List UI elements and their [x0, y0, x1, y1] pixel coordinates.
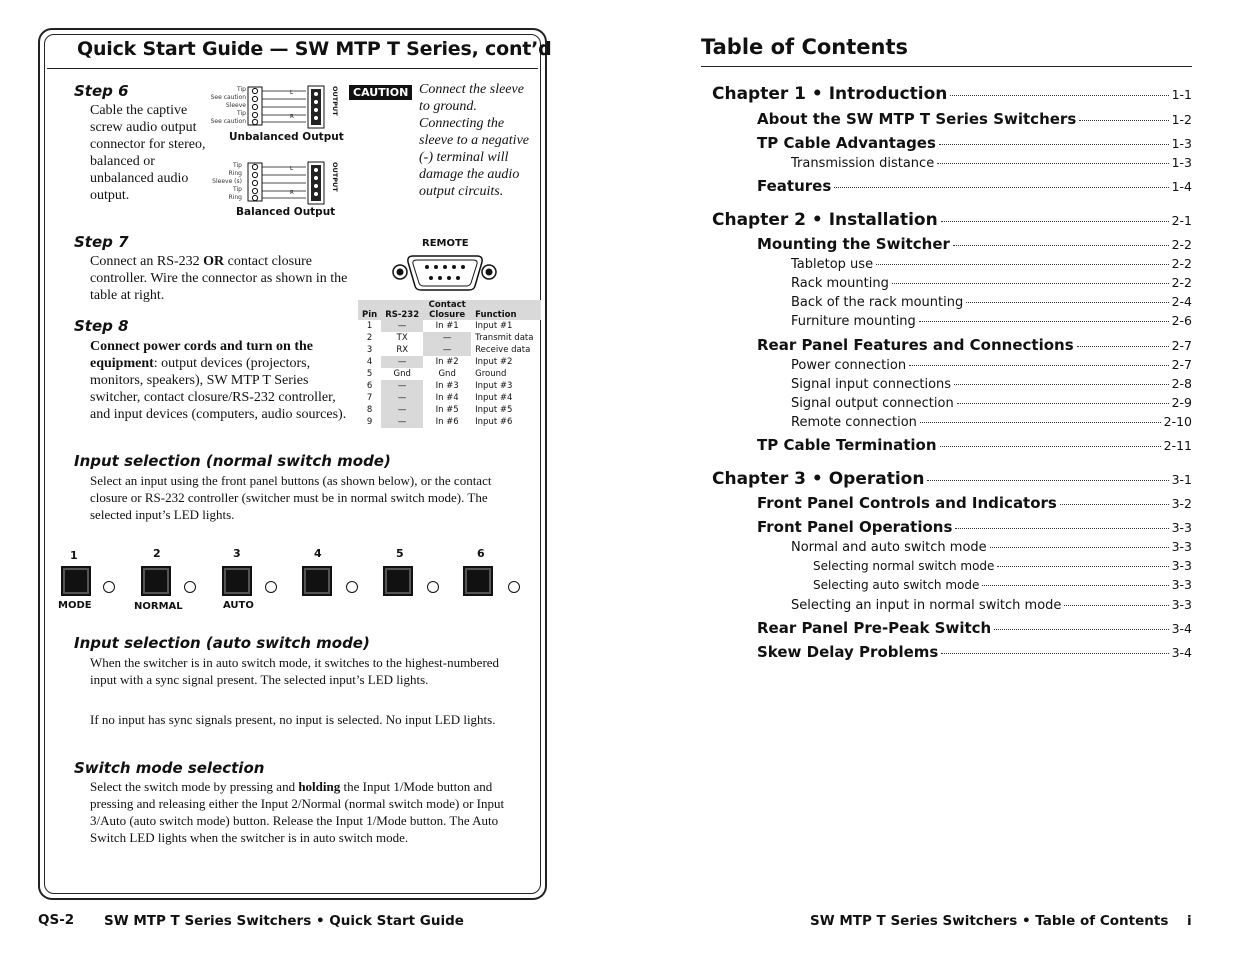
pin-table-row — [358, 320, 541, 332]
toc-dot-leader — [990, 547, 1169, 548]
toc-dot-leader — [955, 528, 1168, 529]
pin-cell: 8 — [366, 405, 373, 415]
connector-output-label: OUTPUT — [331, 86, 339, 116]
pin-cell: 9 — [366, 417, 373, 427]
unbalanced-caption: Unbalanced Output — [229, 131, 344, 143]
toc-subsection-entry[interactable] — [791, 313, 1192, 329]
toc-entry-title: Rear Panel Pre-Peak Switch — [757, 619, 992, 637]
front-panel-diagram — [56, 546, 526, 616]
toc-entry-title: Tabletop use — [791, 257, 874, 272]
channel-l-label: L — [290, 90, 294, 96]
step7-text-b: contact closure controller. Wire the connector as shown in the table at right. — [90, 254, 348, 303]
contact-cell: In #4 — [435, 393, 459, 403]
toc-dot-leader — [909, 365, 1169, 366]
toc-section-entry[interactable] — [757, 235, 1192, 253]
step7-text-bold: OR — [203, 254, 225, 269]
function-cell: Receive data — [475, 345, 531, 355]
unbalanced-label-3: Sleeve — [225, 102, 246, 109]
mode-label: MODE — [58, 600, 92, 611]
toc-entry-page: 3-3 — [1171, 520, 1192, 535]
function-cell: Input #3 — [475, 381, 513, 391]
toc-entry-page: 2-8 — [1171, 376, 1192, 391]
toc-entry-page: 3-3 — [1171, 597, 1192, 612]
rs232-cell: — — [381, 392, 423, 404]
pin-table-row — [358, 392, 541, 404]
switch-mode-text-b: the Input 1/Mode button and pressing and releasing either the Input 2/Normal (normal switch mode) or Input 3/Auto (auto switch mode) button. Release the Input 1/Mode button. The Auto Switch LED lights when the switcher is in auto switch mode. — [90, 779, 505, 845]
toc-title: Table of Contents — [701, 35, 909, 59]
auto-label: AUTO — [223, 600, 254, 611]
toc-section-entry[interactable] — [757, 336, 1192, 354]
toc-entry-page: 2-6 — [1171, 313, 1192, 328]
toc-entry-page: 2-1 — [1171, 213, 1192, 228]
toc-dot-leader — [927, 480, 1168, 481]
switch-mode-heading: Switch mode selection — [74, 759, 265, 777]
pin-table-row — [358, 404, 541, 416]
toc-entry-title: Features — [757, 177, 832, 195]
toc-dot-leader — [950, 95, 1168, 96]
contact-cell: In #6 — [435, 417, 459, 427]
toc-section-entry[interactable] — [757, 134, 1192, 152]
toc-dot-leader — [940, 446, 1161, 447]
unbalanced-label-1: Tip — [237, 86, 246, 93]
toc-entry-page: 1-2 — [1171, 112, 1192, 127]
rs232-cell: — — [381, 356, 423, 368]
step8-text — [90, 338, 352, 423]
function-cell: Input #6 — [475, 417, 513, 427]
toc-entry-title: Skew Delay Problems — [757, 643, 939, 661]
toc-entry-title: Signal input connections — [791, 377, 952, 392]
toc-entry-title: Front Panel Operations — [757, 518, 953, 536]
toc-dot-leader — [954, 384, 1169, 385]
toc-entry-page: 2-7 — [1171, 357, 1192, 372]
input-3-auto-button — [222, 566, 252, 596]
pin-cell: 7 — [366, 393, 373, 403]
toc-entry-title: Remote connection — [791, 415, 917, 430]
footer-page-number-right: i — [1187, 913, 1192, 929]
toc-subsection-entry[interactable] — [791, 597, 1192, 613]
toc-entry-title: Rack mounting — [791, 276, 889, 291]
toc-entry-title: Chapter 1 • Introduction — [712, 84, 948, 104]
toc-entry-title: Selecting auto switch mode — [813, 578, 980, 592]
rs232-cell: — — [381, 320, 423, 332]
toc-entry-page: 2-9 — [1171, 395, 1192, 410]
toc-entry-title: TP Cable Advantages — [757, 134, 936, 152]
balanced-caption: Balanced Output — [236, 206, 336, 218]
rs232-cell: TX — [396, 333, 408, 343]
function-cell: Input #4 — [475, 393, 513, 403]
footer-title-left: SW MTP T Series Switchers • Quick Start Guide — [104, 913, 464, 929]
button-number-5: 5 — [396, 547, 404, 560]
input-6-led — [508, 581, 520, 593]
pin-cell: 1 — [366, 321, 373, 331]
toc-subsection-entry[interactable] — [791, 376, 1192, 392]
normal-mode-heading: Input selection (normal switch mode) — [74, 452, 391, 470]
toc-entry-title: Mounting the Switcher — [757, 235, 950, 253]
toc-entry-title: Furniture mounting — [791, 314, 916, 329]
toc-entry-page: 3-3 — [1171, 539, 1192, 554]
remote-label: REMOTE — [422, 238, 469, 249]
title-divider — [47, 68, 538, 69]
toc-entry-title: Power connection — [791, 358, 907, 373]
page-title: Quick Start Guide — SW MTP T Series, cont’d — [77, 38, 552, 60]
caution-badge: CAUTION — [349, 85, 412, 100]
footer-title-right: SW MTP T Series Switchers • Table of Contents — [810, 913, 1169, 929]
toc-entry-title: Front Panel Controls and Indicators — [757, 494, 1057, 512]
balanced-label-1: Tip — [233, 162, 242, 169]
pin-cell: 5 — [366, 369, 373, 379]
toc-entry-page: 1-1 — [1171, 87, 1192, 102]
button-number-2: 2 — [153, 547, 161, 560]
channel-r-label: R — [290, 190, 294, 196]
toc-entry-page: 1-4 — [1171, 179, 1192, 194]
contact-cell: In #3 — [435, 381, 459, 391]
toc-dot-leader — [834, 187, 1168, 188]
toc-section-entry[interactable] — [757, 518, 1192, 536]
pin-table-row — [358, 416, 541, 428]
step8-text-after: : output devices (projectors, monitors, speakers), SW MTP T Series switcher, contact closure/RS-232 controller, and input devices (computers, audio sources). — [90, 356, 347, 422]
toc-chapter-entry[interactable] — [712, 210, 1192, 230]
toc-divider — [701, 66, 1192, 67]
toc-entry-page: 2-2 — [1171, 275, 1192, 290]
footer-page-number-left: QS-2 — [38, 912, 75, 928]
toc-entry-page: 3-1 — [1171, 472, 1192, 487]
input-1-mode-button — [61, 566, 91, 596]
toc-chapter-entry[interactable] — [712, 469, 1192, 489]
balanced-label-4: Tip — [233, 186, 242, 193]
pin-header-contact: Contact Closure — [428, 300, 466, 320]
step8-heading: Step 8 — [74, 317, 129, 335]
toc-entry-page: 3-4 — [1171, 621, 1192, 636]
toc-entry-page: 2-7 — [1171, 338, 1192, 353]
auto-mode-text-1: When the switcher is in auto switch mode, it switches to the highest-numbered input with a sync signal present. The selected input’s LED lights. — [90, 655, 500, 687]
input-3-led — [265, 581, 277, 593]
toc-dot-leader — [1077, 346, 1169, 347]
toc-section-entry[interactable] — [757, 494, 1192, 512]
toc-entry-title: Chapter 3 • Operation — [712, 469, 925, 489]
toc-subsubsection-entry[interactable] — [813, 577, 1192, 592]
toc-dot-leader — [1079, 120, 1168, 121]
toc-entry-page: 3-3 — [1171, 577, 1192, 592]
function-cell: Input #2 — [475, 357, 513, 367]
pin-header-rs232: RS-232 — [385, 310, 420, 320]
rs232-cell: Gnd — [393, 369, 411, 379]
toc-dot-leader — [982, 585, 1168, 586]
auto-mode-text-2: If no input has sync signals present, no input is selected. No input LED lights. — [90, 712, 496, 727]
step6-text: Cable the captive screw audio output connector for stereo, balanced or unbalanced audio output. — [90, 103, 206, 203]
step8-text-bold: Connect power cords and turn on the equipment — [90, 339, 313, 371]
toc-entry-page: 2-10 — [1163, 414, 1192, 429]
unbalanced-label-4: Tip — [237, 110, 246, 117]
contact-cell: In #2 — [435, 357, 459, 367]
toc-dot-leader — [941, 221, 1169, 222]
toc-entry-page: 1-3 — [1171, 155, 1192, 170]
toc-subsection-entry[interactable] — [791, 357, 1192, 373]
toc-entry-title: TP Cable Termination — [757, 436, 937, 454]
toc-entry-title: Rear Panel Features and Connections — [757, 336, 1074, 354]
input-5-button — [383, 566, 413, 596]
input-1-led — [103, 581, 115, 593]
input-5-led — [427, 581, 439, 593]
contact-cell: In #5 — [435, 405, 459, 415]
toc-entry-title: Back of the rack mounting — [791, 295, 964, 310]
toc-dot-leader — [1064, 605, 1168, 606]
pin-cell: 4 — [366, 357, 373, 367]
toc-entry-page: 3-2 — [1171, 496, 1192, 511]
toc-dot-leader — [941, 653, 1168, 654]
toc-subsection-entry[interactable] — [791, 155, 1192, 171]
toc-subsection-entry[interactable] — [791, 414, 1192, 430]
toc-dot-leader — [957, 403, 1169, 404]
function-cell: Transmit data — [475, 333, 534, 343]
unbalanced-label-2: See caution — [210, 94, 246, 101]
pin-table-row — [358, 356, 541, 368]
toc-section-entry[interactable] — [757, 110, 1192, 128]
toc-section-entry[interactable] — [757, 643, 1192, 661]
balanced-label-3: Sleeve (s) — [212, 178, 242, 185]
toc-chapter-entry[interactable] — [712, 84, 1192, 104]
input-6-button — [463, 566, 493, 596]
toc-entry-page: 3-4 — [1171, 645, 1192, 660]
button-number-3: 3 — [233, 547, 241, 560]
toc-dot-leader — [892, 283, 1169, 284]
toc-dot-leader — [966, 302, 1168, 303]
toc-subsection-entry[interactable] — [791, 256, 1192, 272]
toc-entry-title: Signal output connection — [791, 396, 954, 411]
toc-dot-leader — [997, 566, 1168, 567]
input-2-led — [184, 581, 196, 593]
pin-table-row — [358, 380, 541, 392]
pin-cell: 2 — [366, 333, 373, 343]
toc-section-entry[interactable] — [757, 436, 1192, 454]
toc-entry-page: 2-11 — [1163, 438, 1192, 453]
balanced-label-5: Ring — [228, 194, 242, 201]
rs232-cell: — — [381, 416, 423, 428]
toc-subsection-entry[interactable] — [791, 395, 1192, 411]
caution-text: Connect the sleeve to ground. Connecting the sleeve to a negative (-) terminal will damage the audio output circuits. — [419, 82, 530, 199]
switch-mode-text — [90, 778, 518, 846]
contact-cell: Gnd — [438, 369, 456, 379]
toc-dot-leader — [994, 629, 1168, 630]
contact-cell: — — [423, 332, 471, 344]
step7-heading: Step 7 — [74, 233, 129, 251]
rs232-cell: RX — [396, 345, 409, 355]
toc-entry-title: Selecting normal switch mode — [813, 559, 995, 573]
db9-connector-icon — [388, 250, 502, 294]
connector-output-label: OUTPUT — [331, 162, 339, 192]
step7-text-a: Connect an RS-232 — [90, 254, 204, 269]
function-cell: Input #5 — [475, 405, 513, 415]
pin-cell: 6 — [366, 381, 373, 391]
toc-subsection-entry[interactable] — [791, 275, 1192, 291]
normal-mode-text: Select an input using the front panel buttons (as shown below), or the contact closure or RS-232 controller (switcher must be in normal switch mode). The selected input’s LED lights. — [90, 473, 492, 522]
contact-cell: — — [423, 344, 471, 356]
pin-cell: 3 — [366, 345, 373, 355]
toc-dot-leader — [953, 245, 1169, 246]
toc-entry-title: Transmission distance — [791, 156, 935, 171]
input-4-button — [302, 566, 332, 596]
step6-heading: Step 6 — [74, 82, 129, 100]
pin-header-pin: Pin — [362, 310, 378, 320]
toc-entry-page: 2-2 — [1171, 256, 1192, 271]
toc-entry-title: Chapter 2 • Installation — [712, 210, 938, 230]
toc-subsection-entry[interactable] — [791, 294, 1192, 310]
toc-entry-page: 2-2 — [1171, 237, 1192, 252]
pin-table-row — [358, 344, 541, 356]
rs232-cell: — — [381, 404, 423, 416]
channel-l-label: L — [290, 166, 294, 172]
toc-entry-title: Normal and auto switch mode — [791, 540, 987, 555]
switch-mode-text-bold: holding — [298, 779, 341, 794]
pin-header-function: Function — [475, 310, 517, 320]
toc-entry-page: 1-3 — [1171, 136, 1192, 151]
button-number-4: 4 — [314, 547, 322, 560]
balanced-output-diagram — [200, 160, 345, 206]
toc-entry-page: 2-4 — [1171, 294, 1192, 309]
toc-dot-leader — [876, 264, 1169, 265]
toc-dot-leader — [920, 422, 1161, 423]
function-cell: Input #1 — [475, 321, 513, 331]
toc-subsection-entry[interactable] — [791, 539, 1192, 555]
toc-section-entry[interactable] — [757, 177, 1192, 195]
unbalanced-label-5: See caution — [210, 118, 246, 125]
pin-table-row — [358, 368, 541, 380]
contact-cell: In #1 — [435, 321, 459, 331]
pin-table-row — [358, 332, 541, 344]
normal-label: NORMAL — [134, 601, 183, 612]
toc-section-entry[interactable] — [757, 619, 1192, 637]
switch-mode-text-a: Select the switch mode by pressing and — [90, 779, 299, 794]
toc-entry-page: 3-3 — [1171, 558, 1192, 573]
toc-dot-leader — [1060, 504, 1169, 505]
input-4-led — [346, 581, 358, 593]
toc-dot-leader — [919, 321, 1169, 322]
toc-dot-leader — [937, 163, 1168, 164]
auto-mode-heading: Input selection (auto switch mode) — [74, 634, 370, 652]
button-number-1: 1 — [70, 549, 78, 562]
button-number-6: 6 — [477, 547, 485, 560]
toc-dot-leader — [939, 144, 1169, 145]
toc-entry-title: About the SW MTP T Series Switchers — [757, 110, 1077, 128]
rs232-cell: — — [381, 380, 423, 392]
step7-text — [90, 253, 348, 304]
toc-entry-title: Selecting an input in normal switch mode — [791, 598, 1062, 613]
input-2-normal-button — [141, 566, 171, 596]
function-cell: Ground — [475, 369, 507, 379]
toc-subsubsection-entry[interactable] — [813, 558, 1192, 573]
balanced-label-2: Ring — [228, 170, 242, 177]
pin-table — [358, 300, 541, 428]
channel-r-label: R — [290, 114, 294, 120]
